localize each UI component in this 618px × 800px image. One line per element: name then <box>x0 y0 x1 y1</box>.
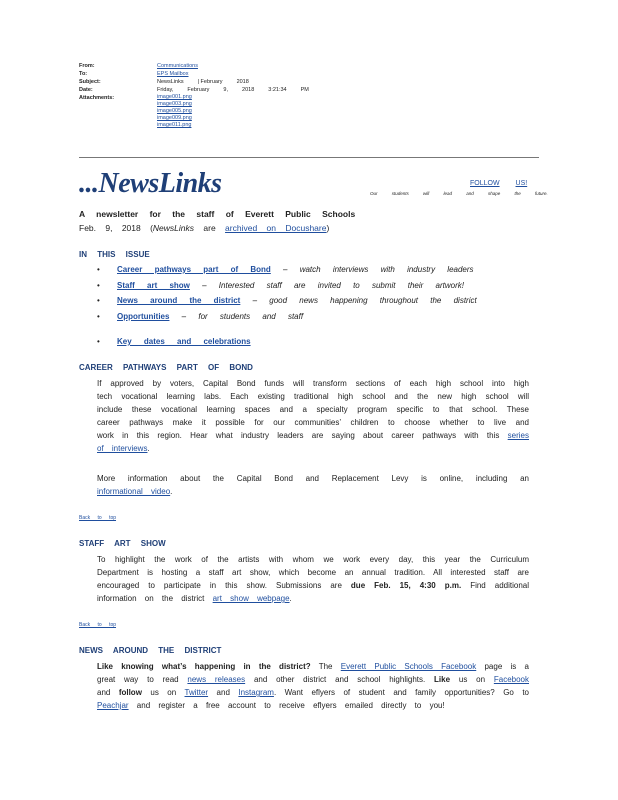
toc-item <box>97 278 477 294</box>
subject-part: NewsLinks <box>157 79 184 85</box>
career-more-text: More information about the Capital Bond and Replacement Levy is online, including an <box>97 474 529 483</box>
facebook-link[interactable]: Facebook <box>493 675 529 684</box>
date-part: 3:21:34 <box>268 87 287 93</box>
career-more-paragraph <box>97 472 529 498</box>
newsletter-subtitle: A newsletter for the staff of Everett Public Schools <box>79 209 356 219</box>
art-text2: Find additional information on the district <box>97 581 530 603</box>
tagline: Our students will lead and shape the future. <box>370 191 548 196</box>
news-bold: follow <box>118 688 142 697</box>
email-header <box>79 62 309 129</box>
date-mid: are <box>194 223 226 233</box>
from-label: From: <box>79 63 95 69</box>
attachment-link[interactable]: image005.png <box>157 108 192 114</box>
date-label: Date: <box>79 87 93 93</box>
date-part: PM <box>300 87 309 93</box>
attachment-link[interactable]: image001.png <box>157 94 192 100</box>
attachment-link[interactable]: image003.png <box>157 101 192 107</box>
toc-link[interactable]: Key dates and celebrations <box>117 337 251 346</box>
toc-link[interactable]: Staff art show <box>117 280 190 290</box>
to-link[interactable]: EPS Mailbox <box>157 71 189 77</box>
attachments-list <box>157 94 219 129</box>
art-show-link[interactable]: art show webpage <box>212 594 290 603</box>
news-releases-link[interactable]: news releases <box>187 675 246 684</box>
date-value <box>157 86 309 94</box>
toc-list <box>97 262 477 350</box>
news-text: and other district and school highlights. <box>245 675 435 684</box>
date-prefix: Feb. 9, 2018 ( <box>79 223 153 233</box>
interviews-link[interactable]: series of interviews <box>97 431 529 453</box>
art-end: . <box>289 594 292 603</box>
follow-word: US! <box>515 180 528 187</box>
art-deadline: due Feb. 15, 4:30 p.m. <box>350 581 462 590</box>
video-link[interactable]: informational video <box>97 487 171 496</box>
career-paragraph <box>97 377 529 455</box>
date-italic: NewsLinks <box>152 223 195 233</box>
follow-us-link[interactable] <box>470 180 527 187</box>
news-text: The <box>310 662 341 671</box>
issue-date-line <box>79 223 329 233</box>
date-suffix: ) <box>326 223 330 233</box>
career-text: If approved by voters, Capital Bond funds will transform sections of each high school into high tech vocational learning labs. Each existing traditional high school and the new high school will include these vocational learning spaces and a specialty program specific to that school. These career pathways make it possible for our communities’ children to choose whether to live and work in this region. Hear what industry leaders are saying about career pathways with this <box>97 379 529 440</box>
instagram-link[interactable]: Instagram <box>238 688 274 697</box>
news-text: us on <box>141 688 185 697</box>
career-more-end: . <box>170 487 173 496</box>
peachjar-link[interactable]: Peachjar <box>97 701 129 710</box>
back-to-top-link[interactable]: Back to top <box>79 622 117 628</box>
news-text: and <box>97 688 119 697</box>
from-link[interactable]: Communications <box>157 63 198 69</box>
attachment-link[interactable]: image009.png <box>157 115 192 121</box>
news-text: and register a free account to receive eflyers emailed directly to you! <box>128 701 445 710</box>
news-bold: Like <box>434 675 451 684</box>
subject-part: 2018 <box>236 79 249 85</box>
subject-label: Subject: <box>79 79 101 85</box>
career-heading: CAREER PATHWAYS PART OF BOND <box>79 363 253 372</box>
news-heading: NEWS AROUND THE DISTRICT <box>79 646 222 655</box>
date-part: Friday, <box>157 87 174 93</box>
toc-desc: – Interested staff are invited to submit their artwork! <box>189 280 464 290</box>
news-question: Like knowing what’s happening in the district? <box>97 662 311 671</box>
subject-part: | February <box>197 79 223 85</box>
news-text: us on <box>450 675 494 684</box>
toc-link[interactable]: Opportunities <box>117 311 170 321</box>
art-paragraph <box>97 553 529 605</box>
art-text: To highlight the work of the artists with whom we work every day, this year the Curriculum Department is hosting a staff art show, which become an annual tradition. All interested staff are encouraged to participate in this show. Submissions are <box>97 555 529 590</box>
toc-item <box>97 262 477 278</box>
date-part: February <box>187 87 210 93</box>
art-heading: STAFF ART SHOW <box>79 539 166 548</box>
toc-item <box>97 309 477 325</box>
subject-value <box>157 78 249 86</box>
news-text: page is a great way to read <box>97 662 529 684</box>
back-to-top-link[interactable]: Back to top <box>79 515 117 521</box>
attachments-label: Attachments: <box>79 95 115 101</box>
toc-item <box>97 334 477 350</box>
toc-item <box>97 293 477 309</box>
facebook-page-link[interactable]: Everett Public Schools Facebook <box>340 662 477 671</box>
toc-desc: – watch interviews with industry leaders <box>270 265 474 274</box>
twitter-link[interactable]: Twitter <box>184 688 209 697</box>
archive-link[interactable]: archived on Docushare <box>225 223 327 233</box>
to-label: To: <box>79 71 88 77</box>
header-divider <box>79 157 539 158</box>
news-paragraph <box>97 660 529 712</box>
date-part: 2018 <box>242 87 255 93</box>
newsletter-title: ...NewsLinks <box>79 168 222 199</box>
news-text: and <box>208 688 239 697</box>
date-part: 9, <box>223 87 229 93</box>
news-text: . Want eflyers of student and family opportunities? Go to <box>273 688 530 697</box>
toc-link[interactable]: Career pathways part of Bond <box>117 265 271 274</box>
attachment-link[interactable]: image011.png <box>157 122 192 128</box>
toc-desc: – for students and staff <box>169 311 304 321</box>
career-end: . <box>147 444 150 453</box>
toc-link[interactable]: News around the district <box>117 296 241 305</box>
follow-word: FOLLOW <box>470 180 500 187</box>
in-this-issue-heading: IN THIS ISSUE <box>79 250 150 259</box>
toc-desc: – good news happening throughout the district <box>240 296 477 305</box>
